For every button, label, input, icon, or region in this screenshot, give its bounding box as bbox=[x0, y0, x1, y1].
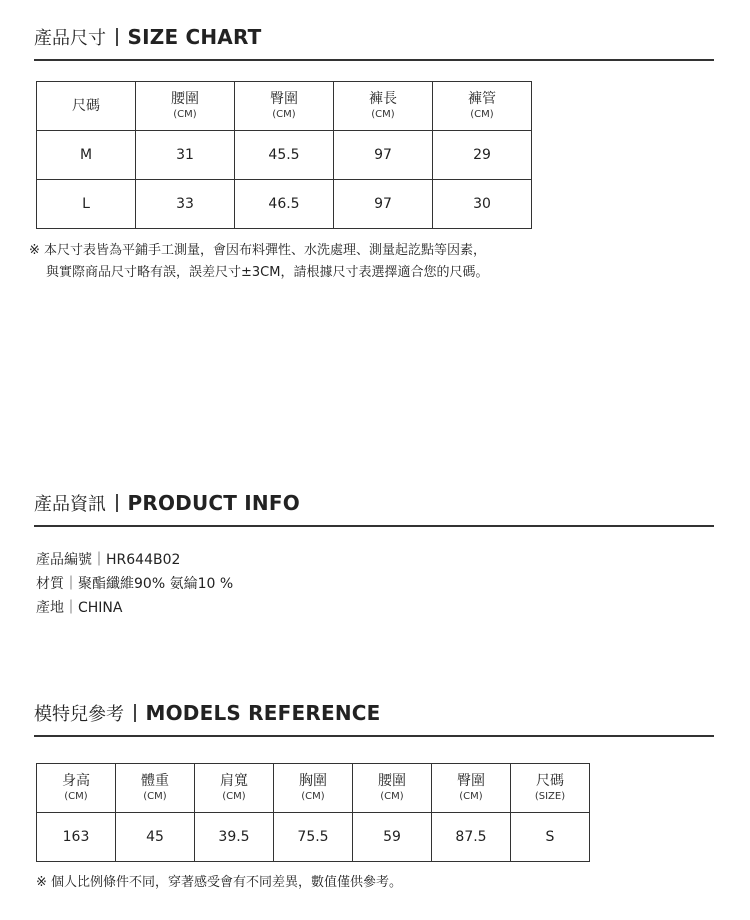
header-label: 尺碼 bbox=[72, 98, 100, 114]
header-label: 臀圍 bbox=[457, 773, 485, 789]
table-cell: L bbox=[37, 180, 136, 229]
header-label: 褲長 bbox=[369, 91, 397, 107]
product-info-title-en: PRODUCT INFO bbox=[127, 491, 300, 515]
title-divider bbox=[116, 28, 118, 46]
table-cell: 45.5 bbox=[235, 131, 334, 180]
hem-header-cell bbox=[433, 82, 532, 131]
hip-header-cell bbox=[432, 764, 511, 813]
header-label: 腰圍 bbox=[171, 91, 199, 107]
note-line-1: ※ 本尺寸表皆為平鋪手工測量，會因布料彈性、水洗處理、測量起訖點等因素， bbox=[29, 243, 487, 258]
table-cell: 97 bbox=[334, 131, 433, 180]
header-label: 胸圍 bbox=[299, 773, 327, 789]
header-unit: (SIZE) bbox=[534, 791, 566, 802]
models-reference-title-zh: 模特兒參考 bbox=[34, 704, 124, 725]
chest-header-cell bbox=[274, 764, 353, 813]
header-label: 體重 bbox=[141, 773, 169, 789]
header-unit: (CM) bbox=[64, 791, 88, 802]
models-reference-heading bbox=[34, 700, 714, 737]
header-unit: (CM) bbox=[222, 791, 246, 802]
note-line-2: 與實際商品尺寸略有誤，誤差尺寸±3CM，請根據尺寸表選擇適合您的尺碼。 bbox=[46, 265, 489, 280]
table-cell: 29 bbox=[433, 131, 532, 180]
product-origin: 產地｜CHINA bbox=[36, 600, 123, 616]
size-chart-heading bbox=[34, 24, 714, 61]
title-divider bbox=[116, 494, 118, 512]
waist-header-cell bbox=[136, 82, 235, 131]
table-row bbox=[37, 813, 590, 862]
size-chart-title-zh: 產品尺寸 bbox=[34, 28, 106, 49]
header-unit: (CM) bbox=[371, 109, 395, 120]
table-row bbox=[37, 180, 532, 229]
table-row bbox=[37, 131, 532, 180]
header-label: 臀圍 bbox=[270, 91, 298, 107]
size-chart-note bbox=[29, 240, 488, 284]
hip-header-cell bbox=[235, 82, 334, 131]
table-cell: 45 bbox=[116, 813, 195, 862]
header-unit: (CM) bbox=[470, 109, 494, 120]
table-cell: 75.5 bbox=[274, 813, 353, 862]
header-label: 腰圍 bbox=[378, 773, 406, 789]
table-header-row bbox=[37, 764, 590, 813]
header-unit: (CM) bbox=[272, 109, 296, 120]
product-info-title-zh: 產品資訊 bbox=[34, 494, 106, 515]
size-chart-table bbox=[36, 81, 532, 229]
weight-header-cell bbox=[116, 764, 195, 813]
header-label: 肩寬 bbox=[220, 773, 248, 789]
header-label: 尺碼 bbox=[536, 773, 564, 789]
size-header-cell bbox=[37, 82, 136, 131]
header-unit: (CM) bbox=[380, 791, 404, 802]
table-cell: 31 bbox=[136, 131, 235, 180]
header-unit: (CM) bbox=[301, 791, 325, 802]
header-unit: (CM) bbox=[459, 791, 483, 802]
header-unit: (CM) bbox=[173, 109, 197, 120]
table-cell: 163 bbox=[37, 813, 116, 862]
title-divider bbox=[134, 704, 136, 722]
length-header-cell bbox=[334, 82, 433, 131]
header-label: 褲管 bbox=[468, 91, 496, 107]
models-reference-table bbox=[36, 763, 590, 862]
table-cell: 46.5 bbox=[235, 180, 334, 229]
table-cell: M bbox=[37, 131, 136, 180]
height-header-cell bbox=[37, 764, 116, 813]
shoulder-header-cell bbox=[195, 764, 274, 813]
table-cell: 97 bbox=[334, 180, 433, 229]
models-reference-title-en: MODELS REFERENCE bbox=[145, 701, 381, 725]
product-material: 材質｜聚酯纖維90% 氨綸10 % bbox=[36, 576, 234, 592]
waist-header-cell bbox=[353, 764, 432, 813]
table-cell: 30 bbox=[433, 180, 532, 229]
product-info-heading bbox=[34, 490, 714, 527]
table-cell: S bbox=[511, 813, 590, 862]
product-info-list bbox=[36, 548, 233, 620]
table-cell: 59 bbox=[353, 813, 432, 862]
table-cell: 87.5 bbox=[432, 813, 511, 862]
size-header-cell bbox=[511, 764, 590, 813]
product-code: 產品編號｜HR644B02 bbox=[36, 552, 181, 568]
size-chart-title-en: SIZE CHART bbox=[127, 25, 262, 49]
table-cell: 33 bbox=[136, 180, 235, 229]
models-reference-note: ※ 個人比例條件不同，穿著感受會有不同差異，數值僅供參考。 bbox=[36, 875, 403, 890]
header-label: 身高 bbox=[62, 773, 90, 789]
table-header-row bbox=[37, 82, 532, 131]
table-cell: 39.5 bbox=[195, 813, 274, 862]
header-unit: (CM) bbox=[143, 791, 167, 802]
